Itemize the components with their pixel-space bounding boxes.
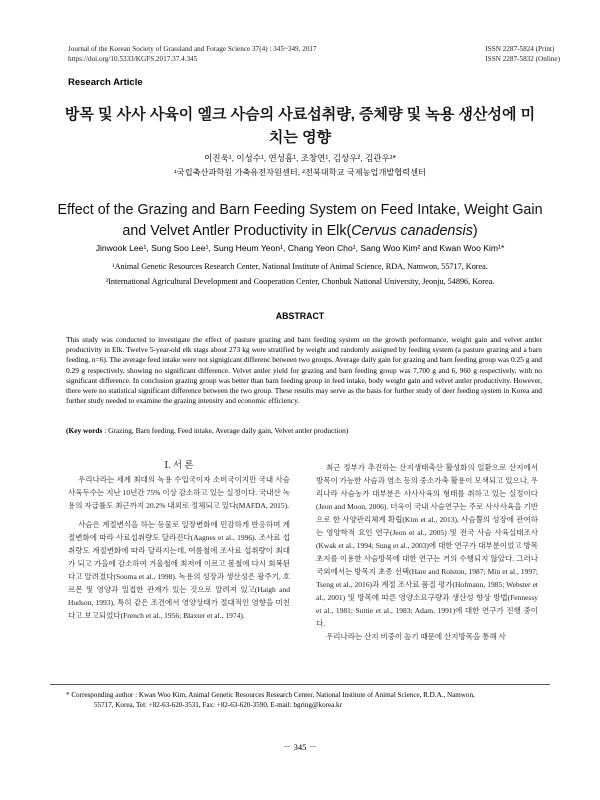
- section-heading-introduction: Ⅰ. 서 론: [164, 461, 194, 471]
- article-type-label: Research Article: [68, 77, 143, 88]
- left-paragraph-2: 사슴은 계절변식을 하는 동물로 일장변화에 민감하게 반응하며 계절변화에 따라 사료섭취량도 달라진다(Aagnes et al., 1996). 조사료 섭취량도 계절변화에 따라 달라지는데, 여름철에 조사료 섭취량이 최대가 되고 가을에 감소하여 겨울철에 최저에 이르고 봄철에 다시 회복된다고 알려졌다(Souma et al., 1998). 녹용의 성장과 생산성은 광주기, 호르몬 및 영양과 밀접한 관계가 있는 것으로 알려져 있고(Haigh and Hudson, 1993), 특히 같은 조건에서 영양상태가 절대적인 영향을 미친다고 보고되었다(French et al., 1956; Blaxter et al., 1974).: [68, 520, 290, 620]
- issn-online: ISSN 2287-5832 (Online): [485, 55, 560, 63]
- right-paragraph-1: 최근 정부가 추진하는 산지생태축산 활성화의 일환으로 산지에서 방목이 가능한 사슴과 염소 등의 중소가축 활용이 모색되고 있으나, 우리나라 사슴농가 대부분은 사사사육의 형태를 취하고 있는 실정이다(Jeon and Moon, 2006). 더욱이 국내 사슴연구는 주로 사사사육을 기반으로 한 사양관리체계 확립(Kim et al., 2013), 사슴뿔의 성장에 관여하는 영양학적 요인 연구(Jeon et al., 2005) 및 전국 사슴 사육실태조사(Kwak et al., 1994; Sung et al., 2003)에 대한 연구가 대부분이었고 방목초지를 이용한 사슴방목에 대한 연구는 거의 수행되지 않았다. 그러나 국외에서는 방목지 초종 선택(Hare and Rolston, 1987; Min et al., 1997; Tseng et al., 2016)과 계절 조사료 품질 평가(Hofmann, 1985; Webster et al., 2001) 및 방목에 따른 영양소요구량과 생산성 향상 방법(Fennessy et al., 1981; Suttie et al., 1983; Adam, 1991)에 대한 연구가 진행 중이다.: [316, 463, 538, 628]
- right-column: [316, 461, 538, 643]
- abstract-text: This study was conducted to investigate the effect of pasture grazing and barn feeding system on the growth performance, weight gain and velvet antler productivity in Elk. Twelve 5-year-old elk stags about 273 kg were stratified by weight and randomly assigned by feeding system (a pasture grazing and a barn feeding, n=6). The average feed intake were not signigicant differenc between two groups. Average daily gain for grazing and barn feeding group was 0.25 g and 0.29 g respectively, showing no significant difference. Velvet antler yield for grazing and barn feeding group was 7,700 g and 6, 960 g respectively, with no significant difference. In conclusion grazing group was better than barn feeding group in feed intake, body weight gain and velvet antler productivity. However, there were no statistical significant difference between the two group. These results may serve as the basis for further study of deer feeding system in Korea and further study needed to examine the grazing intensity and economic efficiency.: [66, 335, 542, 406]
- english-affiliation-2: ²International Agricultural Development and Cooperation Center, Chonbuk National University, Jeonju, 54896, Korea.: [105, 277, 495, 286]
- left-paragraph-1: 우리나라는 세계 최대의 녹용 수입국이자 소비국이지만 국내 사슴 사육두수는 지난 10년간 75% 이상 감소하고 있는 실정이다. 국내산 녹용의 자급률도 최근까지 20.2% 내외로 정체되고 있다(MAFDA, 2015).: [68, 475, 290, 510]
- left-column: [68, 460, 290, 628]
- abstract-heading: ABSTRACT: [275, 311, 325, 321]
- footnote-line-2: 55717, Korea, Tel: +82-63-620-3531, Fax: +82-63-620-3590, E-mail: bgring@korea.kr: [94, 701, 342, 709]
- english-title-main: Effect of the Grazing and Barn Feeding System on Feed Intake, Weight Gain and Velvet Antler Productivity in Elk(: [57, 202, 543, 239]
- journal-citation: Journal of the Korean Society of Grassland and Forage Science 37(4) : 345~349, 2017: [68, 45, 317, 53]
- english-authors: Jinwook Lee¹, Sung Soo Lee¹, Sung Heum Yeon¹, Chang Yeon Cho¹, Sang Woo Kim² and Kwan Woo Kim¹*: [95, 243, 505, 253]
- english-title-species: Cervus canadensis: [351, 223, 473, 239]
- footnote-line-1: * Corresponding author : Kwan Woo Kim, Animal Genetic Resources Research Center, National Institute of Animal Science, R.D.A., Namwon,: [66, 691, 475, 699]
- keywords-label: (Key words: [66, 426, 103, 435]
- journal-header: [68, 44, 560, 64]
- right-paragraph-2: 우리나라는 산지 비중이 높기 때문에 산지방목을 통해 사: [326, 632, 506, 641]
- english-affiliation-1: ¹Animal Genetic Resources Research Center, National Institute of Animal Science, RDA, Namwon, 55717, Korea.: [112, 262, 488, 271]
- keywords-text: : Grazing, Barn feeding, Feed intake, Average daily gain, Velvet antler production): [102, 426, 349, 435]
- page-number: － 345 －: [282, 742, 317, 752]
- korean-affiliations: ¹국립축산과학원 가축유전자원센터, ²전북대학교 국제농업개발협력센터: [174, 168, 426, 177]
- english-title: [50, 200, 550, 242]
- corresponding-author-footnote: [66, 690, 546, 710]
- issn-print: ISSN 2287-5824 (Print): [485, 45, 555, 53]
- footnote-divider: [50, 684, 550, 685]
- keywords: [66, 426, 542, 436]
- english-title-close: ): [472, 223, 478, 239]
- doi-link[interactable]: https://doi.org/10.5333/KGFS.2017.37.4.345: [68, 55, 198, 63]
- korean-authors: 이진욱¹, 이성수¹, 연성흠¹, 조창연¹, 김상우², 김관우¹*: [204, 153, 396, 163]
- korean-title: 방목 및 사사 사육이 엘크 사슴의 사료섭취량, 증체량 및 녹용 생산성에 미치는 영향: [64, 106, 536, 146]
